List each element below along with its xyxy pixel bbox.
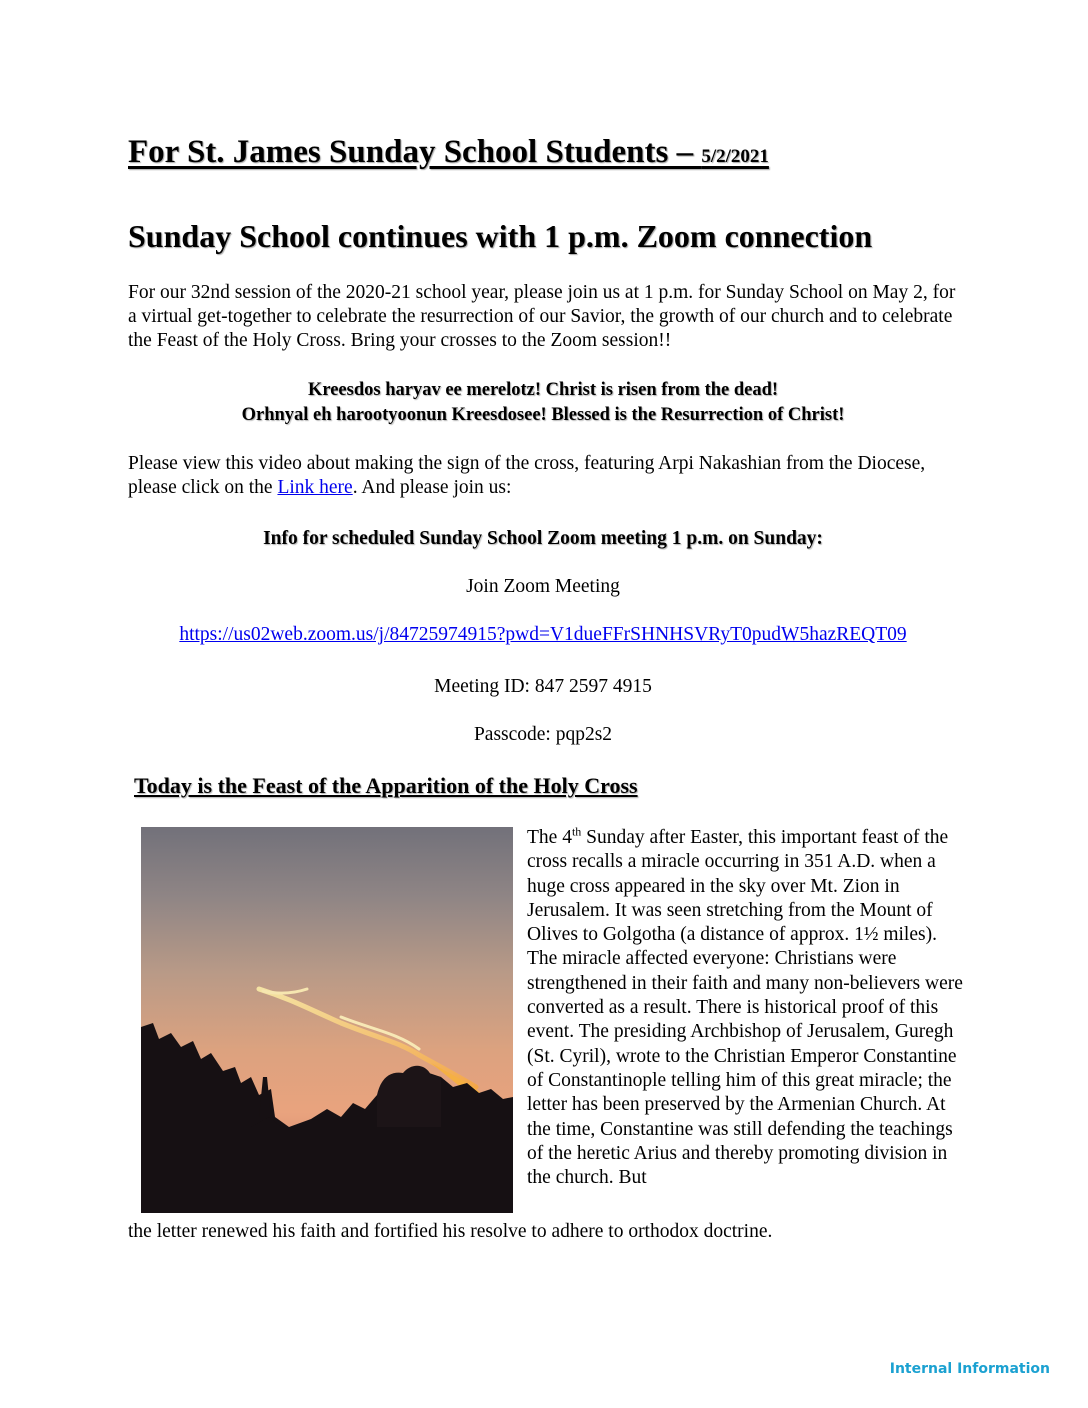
- feast-text-sup: th: [571, 824, 582, 839]
- blessing-line-2: Orhnyal eh harootyoonun Kreesdosee! Blessed is the Resurrection of Christ!: [241, 405, 845, 425]
- feast-paragraph: [527, 826, 967, 1190]
- sunset-cross-photo: [141, 827, 513, 1213]
- feast-text-start: The 4: [527, 827, 572, 848]
- page-title-date: 5/2/2021: [701, 146, 769, 167]
- feast-text-body: Sunday after Easter, this important feast of the cross recalls a miracle occurring in 351 A.D. when a huge cross appeared in the sky over Mt. Zion in Jerusalem. It was seen stretching from the Mount of Olives to Golgotha (a distance of approx. 1½ miles). The miracle affected everyone: Christians were strengthened in their faith and many non-believers were converted as a result. There is historical proof of this event. The presiding Archbishop of Jerusalem, Guregh (St. Cyril), wrote to the Christian Emperor Constantine of Constantinople telling him of this great miracle; the letter has been preserved by the Armenian Church. At the time, Constantine was still defending the teachings of the heretic Arius and thereby promoting division in the church. But: [527, 827, 963, 1189]
- video-text-after: . And please join us:: [352, 477, 512, 498]
- zoom-url-link[interactable]: https://us02web.zoom.us/j/84725974915?pwd=V1dueFFrSHNHSVRyT0pudW5hazREQT09: [179, 624, 907, 645]
- blessing-block: [128, 378, 958, 428]
- feast-title: Today is the Feast of the Apparition of the Holy Cross: [134, 773, 638, 798]
- footer-classification-label: Internal Information: [889, 1361, 1050, 1377]
- meeting-id: Meeting ID: 847 2597 4915: [434, 676, 652, 697]
- intro-paragraph: For our 32nd session of the 2020-21 school year, please join us at 1 p.m. for Sunday School on May 2, for a virtual get-together to celebrate the resurrection of our Savior, the growth of our church and to celebrate the Feast of the Holy Cross. Bring your crosses to the Zoom session!!: [128, 282, 956, 351]
- video-link[interactable]: Link here: [277, 477, 353, 498]
- video-paragraph: [128, 452, 958, 500]
- passcode: Passcode: pqp2s2: [473, 724, 613, 745]
- page-title: [128, 134, 769, 171]
- zoom-info-title: Info for scheduled Sunday School Zoom meeting 1 p.m. on Sunday:: [263, 528, 823, 549]
- join-zoom-label: Join Zoom Meeting: [466, 576, 620, 597]
- subtitle: Sunday School continues with 1 p.m. Zoom connection: [128, 218, 873, 254]
- video-text-before: Please view this video about making the sign of the cross, featuring Arpi Nakashian from the Diocese, please click on the: [128, 453, 926, 498]
- page-title-text: For St. James Sunday School Students –: [128, 134, 702, 170]
- feast-paragraph-end: the letter renewed his faith and fortified his resolve to adhere to orthodox doctrine.: [128, 1221, 773, 1242]
- blessing-line-1: Kreesdos haryav ee merelotz! Christ is risen from the dead!: [307, 380, 779, 400]
